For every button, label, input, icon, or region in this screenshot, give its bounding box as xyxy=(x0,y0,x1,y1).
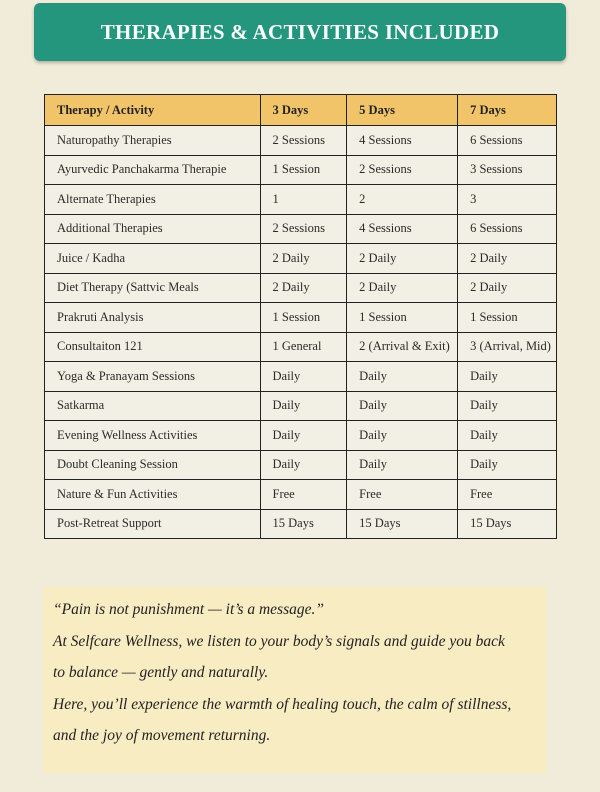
seven-day-cell: Daily xyxy=(458,450,557,480)
table-row xyxy=(45,244,557,274)
activity-cell: Consultaiton 121 xyxy=(45,332,261,362)
three-day-cell: Daily xyxy=(260,362,347,392)
table-row xyxy=(45,185,557,215)
activity-cell: Evening Wellness Activities xyxy=(45,421,261,451)
five-day-cell: Daily xyxy=(347,362,458,392)
column-header-5-days: 5 Days xyxy=(347,95,458,126)
seven-day-cell: 3 (Arrival, Mid) xyxy=(458,332,557,362)
column-header-activity: Therapy / Activity xyxy=(45,95,261,126)
three-day-cell: Daily xyxy=(260,421,347,451)
activity-cell: Juice / Kadha xyxy=(45,244,261,274)
seven-day-cell: 6 Sessions xyxy=(458,214,557,244)
seven-day-cell: 3 Sessions xyxy=(458,155,557,185)
five-day-cell: 2 Sessions xyxy=(347,155,458,185)
seven-day-cell: 3 xyxy=(458,185,557,215)
activity-cell: Doubt Cleaning Session xyxy=(45,450,261,480)
table-header-row xyxy=(45,95,557,126)
three-day-cell: 1 Session xyxy=(260,155,347,185)
quote-line: and the joy of movement returning. xyxy=(53,727,271,744)
three-day-cell: 15 Days xyxy=(260,509,347,539)
quote-line: Here, you’ll experience the warmth of healing touch, the calm of stillness, xyxy=(53,695,512,713)
activity-cell: Nature & Fun Activities xyxy=(45,480,261,510)
table-row xyxy=(45,391,557,421)
column-header-3-days: 3 Days xyxy=(260,95,347,126)
table-row xyxy=(45,450,557,480)
activity-cell: Yoga & Pranayam Sessions xyxy=(45,362,261,392)
seven-day-cell: 6 Sessions xyxy=(458,126,557,156)
activity-cell: Alternate Therapies xyxy=(45,185,261,215)
five-day-cell: 2 xyxy=(347,185,458,215)
seven-day-cell: 15 Days xyxy=(458,509,557,539)
three-day-cell: Daily xyxy=(260,450,347,480)
seven-day-cell: 1 Session xyxy=(458,303,557,333)
five-day-cell: 4 Sessions xyxy=(347,126,458,156)
quote-line: At Selfcare Wellness, we listen to your body’s signals and guide you back xyxy=(53,632,505,650)
three-day-cell: 1 xyxy=(260,185,347,215)
table-row xyxy=(45,480,557,510)
table-row xyxy=(45,509,557,539)
table-row xyxy=(45,126,557,156)
seven-day-cell: Free xyxy=(458,480,557,510)
three-day-cell: 1 General xyxy=(260,332,347,362)
activity-cell: Post-Retreat Support xyxy=(45,509,261,539)
five-day-cell: 2 Daily xyxy=(347,244,458,274)
quote-line: to balance — gently and naturally. xyxy=(53,664,269,681)
seven-day-cell: 2 Daily xyxy=(458,244,557,274)
table-row xyxy=(45,362,557,392)
therapies-table xyxy=(44,94,557,539)
seven-day-cell: 2 Daily xyxy=(458,273,557,303)
activity-cell: Diet Therapy (Sattvic Meals xyxy=(45,273,261,303)
three-day-cell: Daily xyxy=(260,391,347,421)
five-day-cell: 1 Session xyxy=(347,303,458,333)
table-row xyxy=(45,214,557,244)
three-day-cell: 2 Sessions xyxy=(260,214,347,244)
three-day-cell: 2 Daily xyxy=(260,244,347,274)
five-day-cell: 2 (Arrival & Exit) xyxy=(347,332,458,362)
quote-headline: “Pain is not punishment — it’s a message.” xyxy=(53,601,324,618)
activity-cell: Additional Therapies xyxy=(45,214,261,244)
five-day-cell: 15 Days xyxy=(347,509,458,539)
three-day-cell: 2 Daily xyxy=(260,273,347,303)
table-row xyxy=(45,273,557,303)
five-day-cell: Daily xyxy=(347,450,458,480)
activity-cell: Prakruti Analysis xyxy=(45,303,261,333)
title-banner xyxy=(34,3,566,61)
five-day-cell: Daily xyxy=(347,391,458,421)
seven-day-cell: Daily xyxy=(458,391,557,421)
seven-day-cell: Daily xyxy=(458,421,557,451)
five-day-cell: 4 Sessions xyxy=(347,214,458,244)
three-day-cell: Free xyxy=(260,480,347,510)
three-day-cell: 1 Session xyxy=(260,303,347,333)
table-row xyxy=(45,155,557,185)
page-title: THERAPIES & ACTIVITIES INCLUDED xyxy=(100,19,500,44)
activity-cell: Satkarma xyxy=(45,391,261,421)
five-day-cell: Daily xyxy=(347,421,458,451)
table-row xyxy=(45,332,557,362)
column-header-7-days: 7 Days xyxy=(458,95,557,126)
table-row xyxy=(45,421,557,451)
quote-box xyxy=(43,587,547,773)
seven-day-cell: Daily xyxy=(458,362,557,392)
table-row xyxy=(45,303,557,333)
activity-cell: Ayurvedic Panchakarma Therapie xyxy=(45,155,261,185)
three-day-cell: 2 Sessions xyxy=(260,126,347,156)
activity-cell: Naturopathy Therapies xyxy=(45,126,261,156)
five-day-cell: 2 Daily xyxy=(347,273,458,303)
five-day-cell: Free xyxy=(347,480,458,510)
